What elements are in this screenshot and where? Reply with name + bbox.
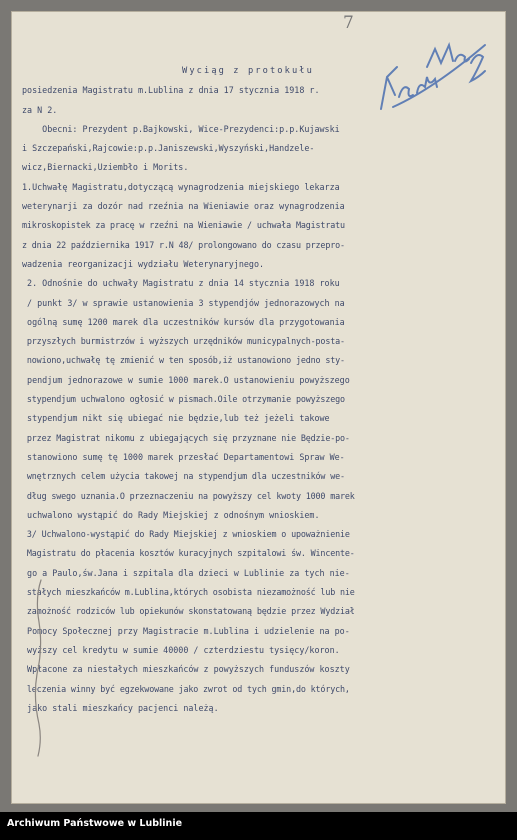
- text-line: przyszłych burmistrzów i wyższych urzędników municypalnych-posta-: [22, 336, 345, 347]
- pencil-line-icon: [31, 578, 47, 758]
- text-line: / punkt 3/ w sprawie ustanowienia 3 stypendjów jednorazowych na: [22, 297, 345, 308]
- text-line: zamożność rodziców lub opiekunów skonstatowaną będzie przez Wydział: [22, 606, 355, 617]
- text-line: Pomocy Społecznej przy Magistracie m.Lublina i udzielenie na po-: [22, 625, 350, 636]
- text-line: weterynarji za dozór nad rzeźnia na Wieniawie oraz wynagrodzenia: [22, 201, 345, 212]
- text-line: stałych mieszkańców m.Lublina,których osobista niezamożność lub nie: [22, 587, 355, 598]
- text-line: i Szczepański,Rajcowie:p.p.Janiszewski,Wyszyński,Handzele-: [22, 143, 315, 154]
- text-line: nowiono,uchwałę tę zmienić w ten sposób,iż ustanowiono jedno sty-: [22, 355, 345, 366]
- text-line: leczenia winny być egzekwowane jako zwrot od tych gmin,do których,: [22, 683, 350, 694]
- text-line: Magistratu do płacenia kosztów kuracyjnych szpitalowi św. Wincente-: [22, 548, 355, 559]
- archive-name: Archiwum Państwowe w Lublinie: [7, 818, 183, 829]
- text-line: jako stali mieszkańcy pacjenci należą.: [22, 702, 219, 713]
- archive-footer: [0, 812, 517, 840]
- text-line: mikroskopistek za pracę w rzeźni na Wieniawie / uchwała Magistratu: [22, 220, 345, 231]
- typewritten-protocol-text: [22, 62, 497, 718]
- text-line: za N 2.: [22, 104, 58, 115]
- text-line: wyższy cel kredytu w sumie 40000 / czterdziestu tysięcy/koron.: [22, 644, 340, 655]
- text-line: uchwalono wystąpić do Rady Miejskiej z odnośnym wnioskiem.: [22, 509, 320, 520]
- page-number: 7: [343, 13, 354, 33]
- text-line: stypendjum nikt się ubiegać nie będzie,lub też jeżeli takowe: [22, 413, 330, 424]
- text-line: Wpłacone za niestałych mieszkańców z powyższych funduszów koszty: [22, 664, 350, 675]
- text-line: 1.Uchwałę Magistratu,dotyczącą wynagrodzenia miejskiego lekarza: [22, 181, 340, 192]
- text-line: 2. Odnośnie do uchwały Magistratu z dnia 14 stycznia 1918 roku: [22, 278, 340, 289]
- text-line: Obecni: Prezydent p.Bajkowski, Wice-Prezydenci:p.p.Kujawski: [22, 123, 340, 134]
- pencil-margin-mark: [31, 578, 47, 758]
- text-line: wnętrznych celem użycia takowej na stypendjum dla uczestników we-: [22, 471, 345, 482]
- text-line: stanowiono sumę tę 1000 marek przesłać Departamentowi Spraw We-: [22, 451, 345, 462]
- text-line: 3/ Uchwalono-wystąpić do Rady Miejskiej z wnioskiem o upoważnienie: [22, 529, 350, 540]
- text-line: przez Magistrat nikomu z ubiegających się przyznane nie Będzie-po-: [22, 432, 350, 443]
- text-line: wadzenia reorganizacji wydziału Weterynaryjnego.: [22, 258, 265, 269]
- text-line: stypendjum uchwalono ogłosić w pismach.Oile otrzymanie powyższego: [22, 394, 345, 405]
- text-line: pendjum jednorazowe w sumie 1000 marek.O ustanowieniu powyższego: [22, 374, 350, 385]
- document-title: Wyciąg z protokułu: [182, 66, 314, 76]
- text-line: ogólną sumę 1200 marek dla uczestników kursów dla przygotowania: [22, 316, 345, 327]
- text-line: z dnia 22 października 1917 r.N 48/ prolongowano do czasu przepro-: [22, 239, 345, 250]
- text-line: go a Paulo,św.Jana i szpitala dla dzieci w Lublinie za tych nie-: [22, 567, 350, 578]
- text-line: dług swego uznania.O przeznaczeniu na powyższy cel kwoty 1000 marek: [22, 490, 355, 501]
- text-line: wicz,Biernacki,Uziembło i Morits.: [22, 162, 189, 173]
- text-line: posiedzenia Magistratu m.Lublina z dnia 17 stycznia 1918 r.: [22, 85, 320, 96]
